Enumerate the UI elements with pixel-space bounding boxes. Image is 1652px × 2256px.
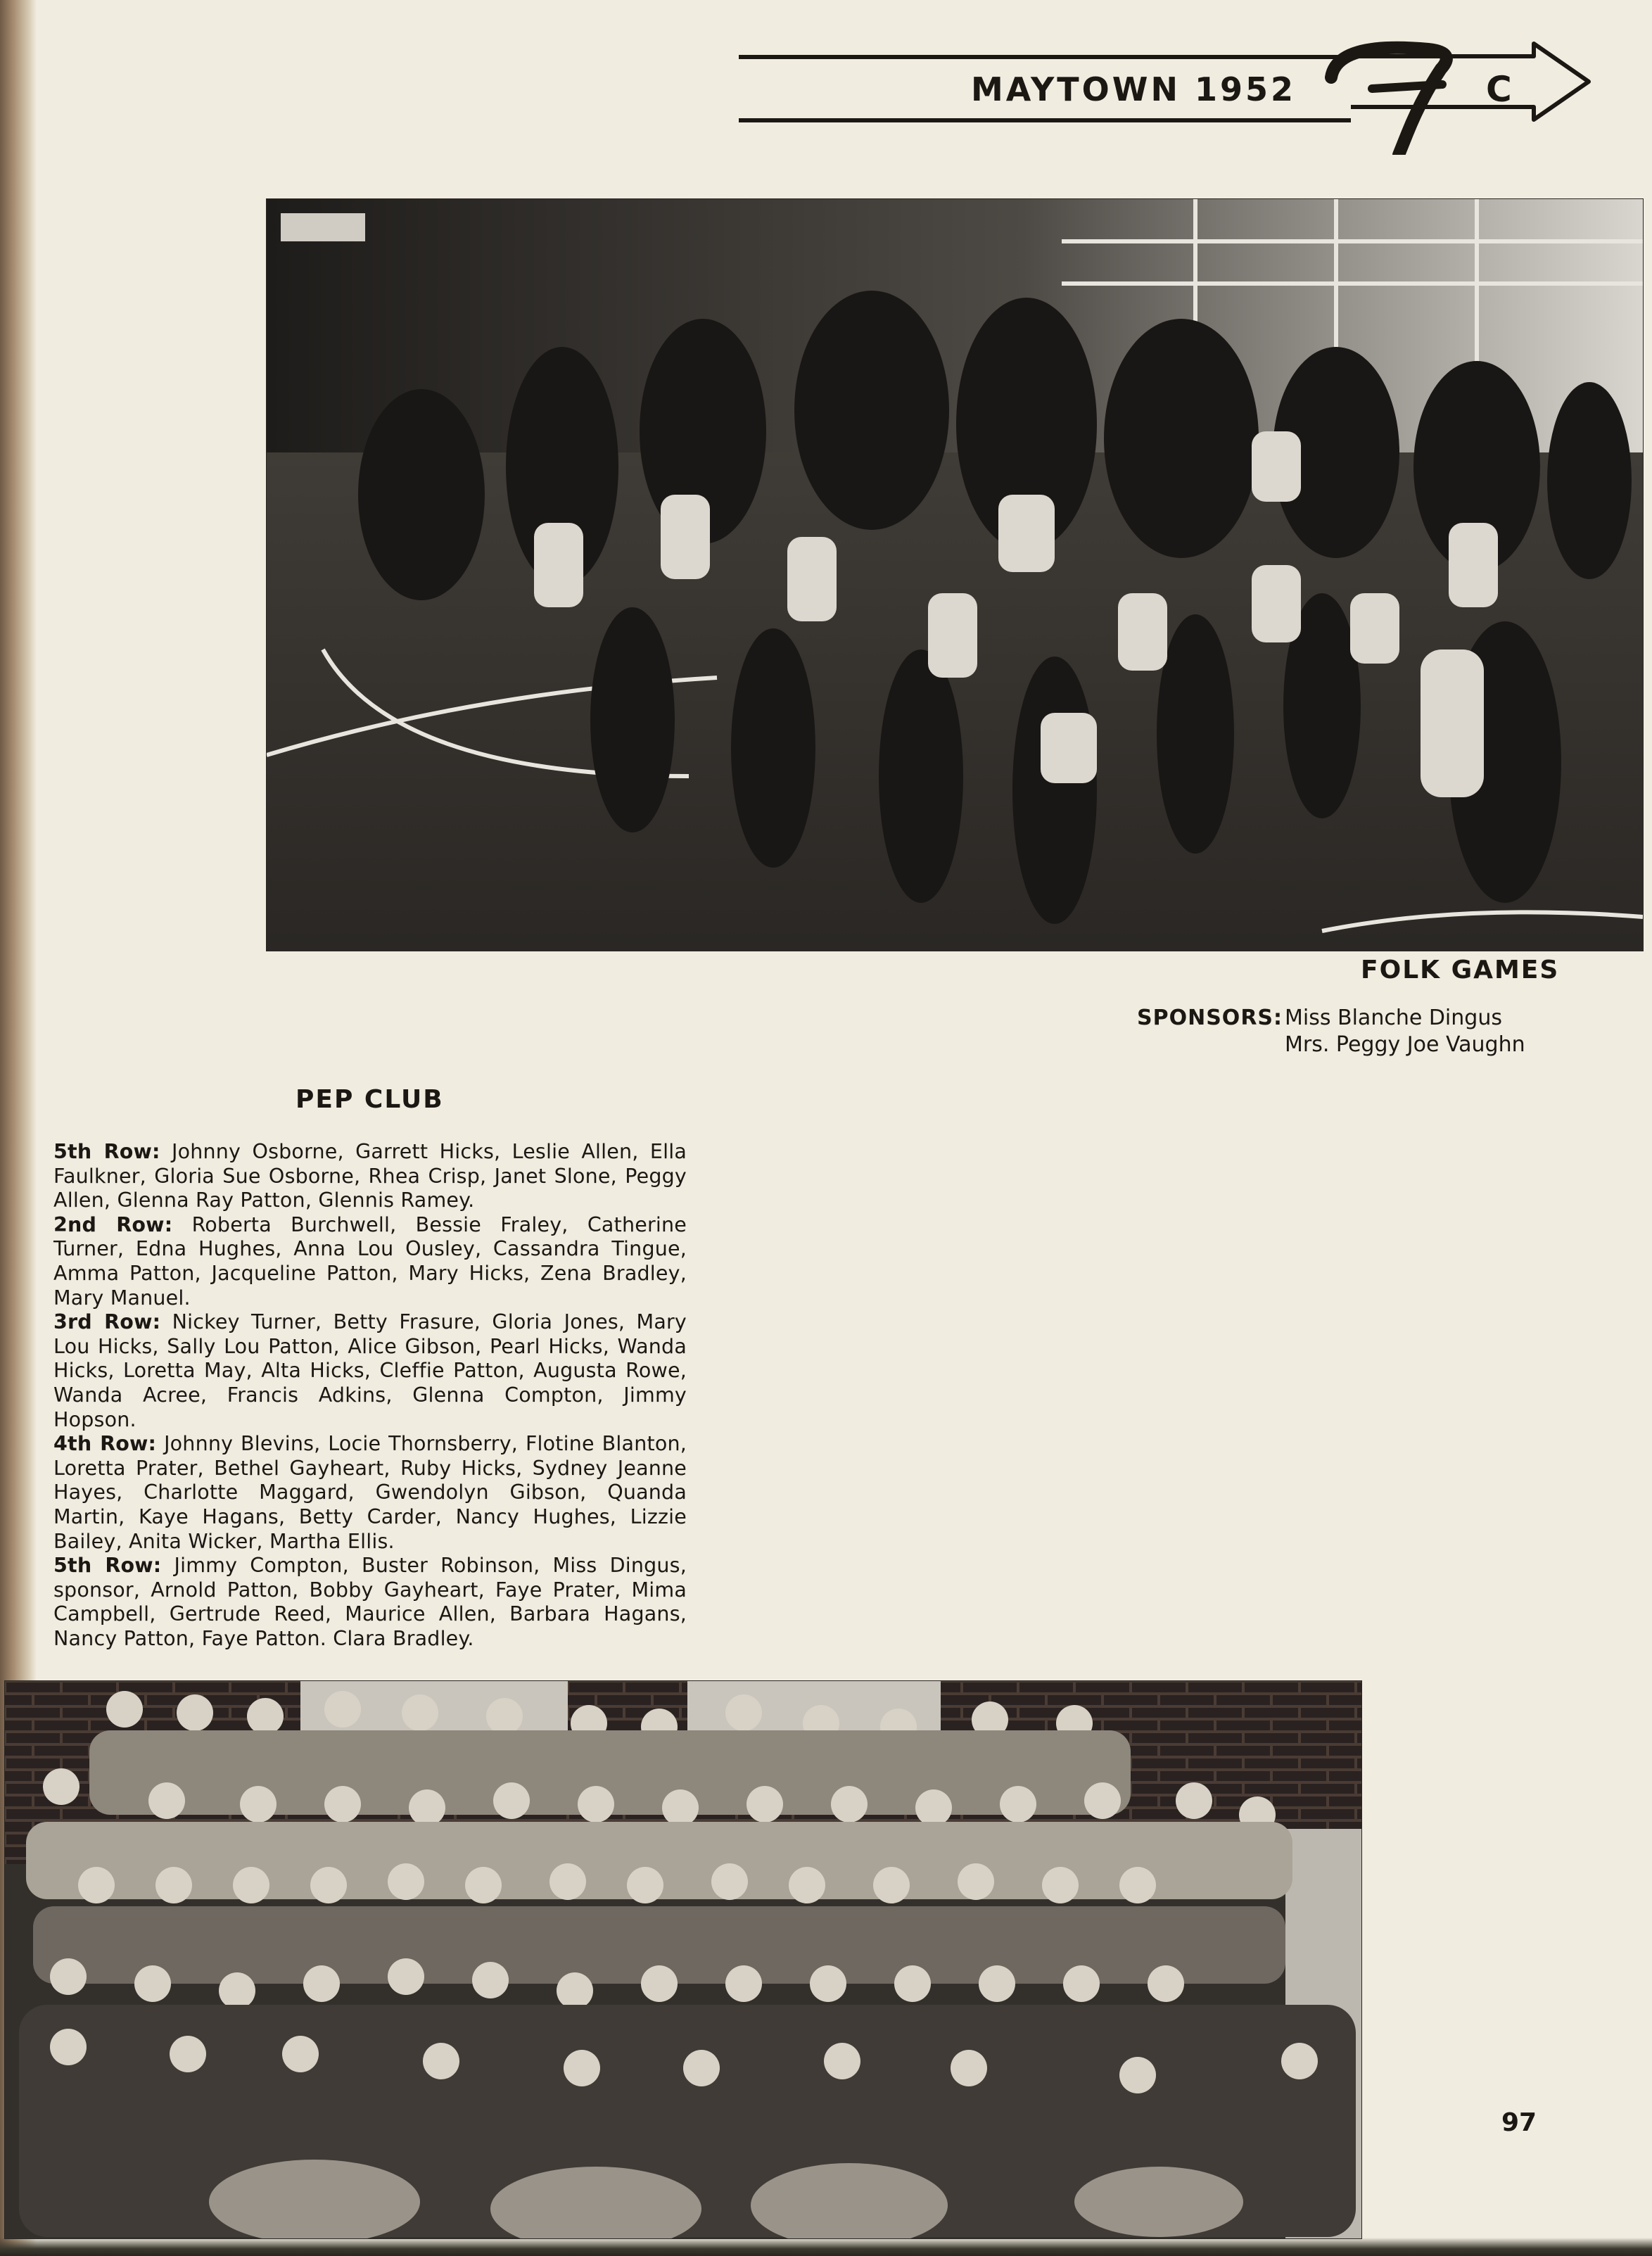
roster-row xyxy=(53,1554,687,1651)
arrow-icon xyxy=(1323,28,1597,155)
row-names: Roberta Burchwell, Bessie Fraley, Catherine Turner, Edna Hughes, Anna Lou Ousley, Cassandra Tingue, Amma Patton, Jacqueline Patton, Mary Hicks, Zena Bradley, Mary Manuel. xyxy=(53,1212,687,1310)
sponsors-names xyxy=(1285,1005,1525,1058)
roster-row xyxy=(53,1140,687,1213)
pep-club-title: PEP CLUB xyxy=(296,1085,444,1114)
row-label: 5th Row: xyxy=(53,1140,160,1163)
row-names: Nickey Turner, Betty Frasure, Gloria Jones, Mary Lou Hicks, Sally Lou Patton, Alice Gibson, Pearl Hicks, Wanda Hicks, Loretta May, Alta Hicks, Cleffie Patton, Augusta Rowe, Wanda Acree, Francis Adkins, Glenna Compton, Jimmy Hopson. xyxy=(53,1310,687,1431)
row-names: Johnny Osborne, Garrett Hicks, Leslie Allen, Ella Faulkner, Gloria Sue Osborne, Rhea Crisp, Janet Slone, Peggy Allen, Glenna Ray Patton, Glennis Ramey. xyxy=(53,1140,687,1212)
row-label: 2nd Row: xyxy=(53,1212,173,1236)
row-label: 3rd Row: xyxy=(53,1310,161,1334)
section-letter: C xyxy=(1486,69,1512,110)
header-rule-top xyxy=(739,55,1351,59)
roster-row xyxy=(53,1310,687,1432)
folk-games-photo xyxy=(266,198,1644,951)
row-names: Johnny Blevins, Locie Thornsberry, Flotine Blanton, Loretta Prater, Bethel Gayheart, Ruby Hicks, Sydney Jeanne Hayes, Charlotte Maggard, Gwendolyn Gibson, Quanda Martin, Kaye Hagans, Betty Carder, Nancy Hughes, Lizzie Bailey, Anita Wicker, Martha Ellis. xyxy=(53,1432,687,1553)
pep-club-roster xyxy=(53,1140,687,1651)
page-bottom-edge xyxy=(0,2238,1652,2256)
sponsor-name: Mrs. Peggy Joe Vaughn xyxy=(1285,1032,1525,1057)
folk-games-title: FOLK GAMES xyxy=(1361,956,1560,984)
folk-games-photo-image xyxy=(267,199,1643,951)
yearbook-title: MAYTOWN 1952 xyxy=(971,70,1297,108)
header-rule-bottom xyxy=(739,118,1351,122)
pep-club-photo xyxy=(4,1680,1362,2239)
roster-row xyxy=(53,1213,687,1310)
row-label: 4th Row: xyxy=(53,1432,157,1456)
folk-games-sponsors xyxy=(1137,1005,1525,1057)
sponsor-name: Miss Blanche Dingus xyxy=(1285,1006,1502,1030)
pep-club-photo-image xyxy=(5,1681,1361,2238)
row-names: Jimmy Compton, Buster Robinson, Miss Dingus, sponsor, Arnold Patton, Bobby Gayheart, Faye Prater, Mima Campbell, Gertrude Reed, Maurice Allen, Barbara Hagans, Nancy Patton, Faye Patton. Clara Bradley. xyxy=(53,1554,687,1650)
row-label: 5th Row: xyxy=(53,1554,162,1578)
roster-row xyxy=(53,1432,687,1554)
page-number: 97 xyxy=(1501,2108,1537,2137)
sponsors-label: SPONSORS: xyxy=(1137,1006,1283,1030)
